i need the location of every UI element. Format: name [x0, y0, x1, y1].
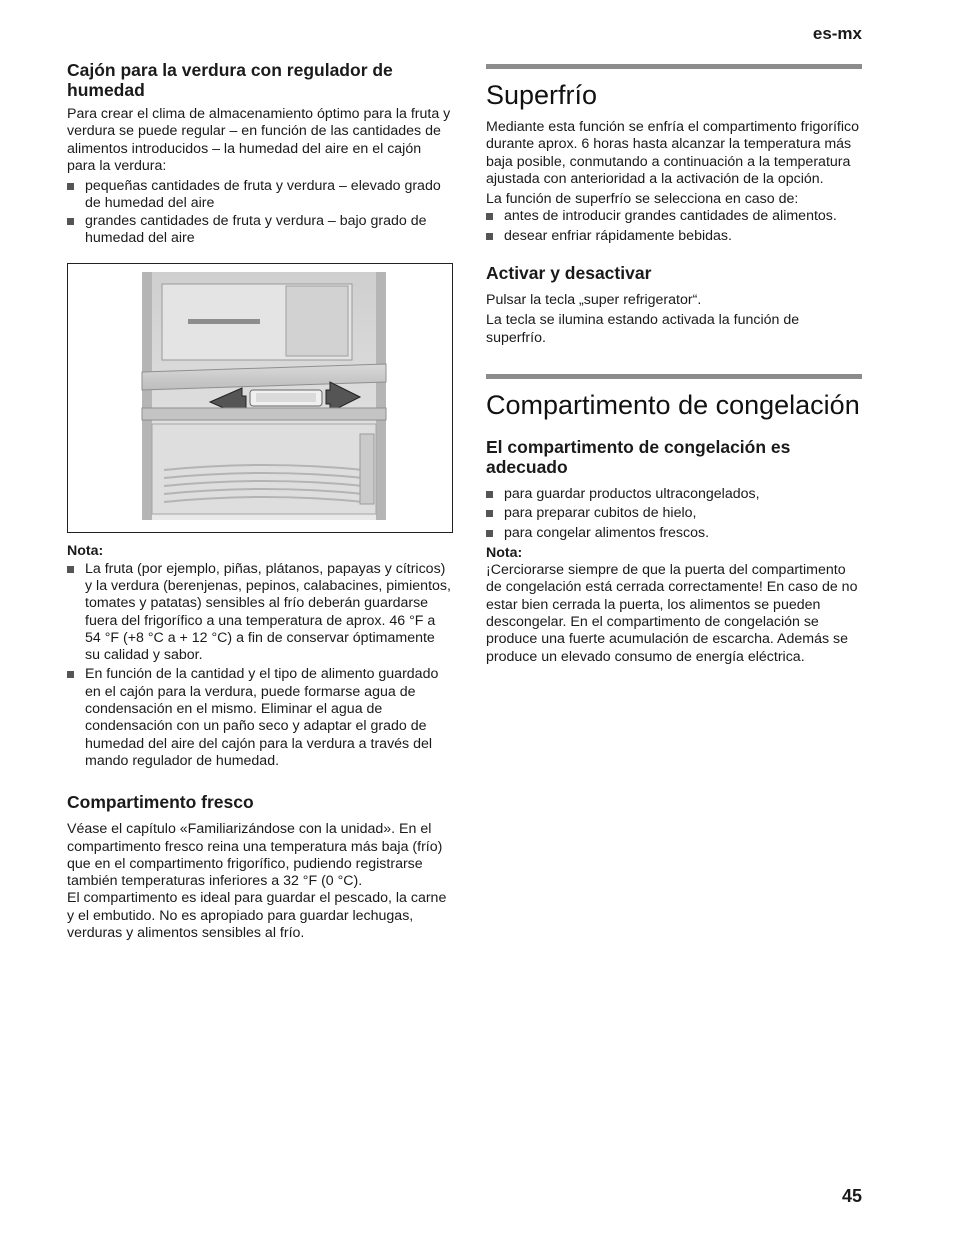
list-item: pequeñas cantidades de fruta y verdura – elevado grado de humedad del aire	[67, 178, 453, 213]
bullet-square-icon	[67, 218, 74, 225]
list-item: grandes cantidades de fruta y verdura – bajo grado de humedad del aire	[67, 213, 453, 248]
left-column	[67, 60, 453, 942]
freezer-note-text: ¡Cerciorarse siempre de que la puerta del compartimento de congelación está cerrada correctamente! En caso de no estar bien cerrada la puerta, los alimentos se pueden descongelar. En el compartimento de congelación se produce una fuerte acumulación de escarcha. Además se produce un elevado consumo de energía eléctrica.	[486, 562, 858, 665]
activate-para-1: Pulsar la tecla „super refrigerator“.	[486, 292, 702, 309]
superfrio-para-1: Mediante esta función se enfría el compartimento frigorífico durante aprox. 6 horas hasta alcanzar la temperatura más baja posible, conmutando a continuación a la temperatura ajustada con anterioridad a la activación de la opción.	[486, 119, 860, 187]
list-item: antes de introducir grandes cantidades de alimentos.	[486, 208, 862, 225]
freezer-list	[486, 486, 862, 542]
list-item: para congelar alimentos frescos.	[486, 525, 862, 542]
section-title-superfrio: Superfrío	[486, 80, 598, 110]
bullet-square-icon	[486, 530, 493, 537]
list-item: En función de la cantidad y el tipo de alimento guardado en el cajón para la verdura, puede formarse agua de condensación en el mismo. Eliminar el agua de condensación con un paño seco y adaptar el grado de humedad del aire del cajón para la verdura a través del mando regulador de humedad.	[67, 666, 453, 770]
page-number: 45	[841, 1186, 862, 1206]
list-item: para preparar cubitos de hielo,	[486, 505, 862, 522]
note-label: Nota:	[67, 543, 104, 560]
superfrio-list	[486, 208, 862, 245]
vegetable-drawer-humidity-slider-illustration	[68, 264, 452, 532]
humidity-list	[67, 178, 453, 247]
section-rule	[486, 64, 862, 69]
note-label: Nota:	[486, 544, 523, 561]
fresh-compartment-para-1: Véase el capítulo «Familiarizándose con la unidad». En el compartimento fresco reina una temperatura más baja (frío) que en el compartimento frigorífico, pudiendo registrarse también temperaturas inferiores a 32 °F (0 °C).	[67, 821, 443, 890]
section-title-freezer: Compartimento de congelación	[486, 389, 860, 420]
list-item: para guardar productos ultracongelados,	[486, 486, 862, 503]
note-list	[67, 561, 453, 771]
section-title-vegetable-drawer: Cajón para la verdura con regulador de humedad	[67, 60, 393, 100]
bullet-square-icon	[486, 233, 493, 240]
superfrio-para-2: La función de superfrío se selecciona en caso de:	[486, 191, 799, 208]
section-rule	[486, 374, 862, 379]
list-item: desear enfriar rápidamente bebidas.	[486, 228, 862, 245]
bullet-square-icon	[67, 183, 74, 190]
section-title-fresh-compartment: Compartimento fresco	[67, 792, 254, 813]
subsection-title-activate: Activar y desactivar	[486, 263, 652, 284]
bullet-square-icon	[67, 671, 74, 678]
bullet-square-icon	[486, 491, 493, 498]
language-code: es-mx	[812, 24, 862, 43]
bullet-square-icon	[486, 510, 493, 517]
list-item: La fruta (por ejemplo, piñas, plátanos, papayas y cítricos) y la verdura (berenjenas, pepinos, calabacines, pimientos, tomates y patatas) sensibles al frío deberán guardarse fuera del frigorífico a una temperatura de aprox. 46 °F a 54 °F (+8 °C a + 12 °C) a fin de conservar óptimamente su calidad y sabor.	[67, 561, 453, 665]
bullet-square-icon	[67, 566, 74, 573]
fresh-compartment-para-2: El compartimento es ideal para guardar el pescado, la carne y el embutido. No es apropiado para guardar lechugas, verduras y alimentos sensibles al frío.	[67, 890, 447, 942]
bullet-square-icon	[486, 213, 493, 220]
subsection-title-freezer-suitable: El compartimento de congelación es adecuado	[486, 436, 791, 477]
activate-para-2: La tecla se ilumina estando activada la función de superfrío.	[486, 312, 800, 346]
vegetable-drawer-intro: Para crear el clima de almacenamiento óptimo para la fruta y verdura se puede regular – en función de las cantidades de alimentos introducidos – la humedad del aire en el cajón para la verdura:	[67, 106, 451, 174]
vegetable-drawer-figure	[67, 263, 453, 533]
right-column	[486, 64, 862, 666]
